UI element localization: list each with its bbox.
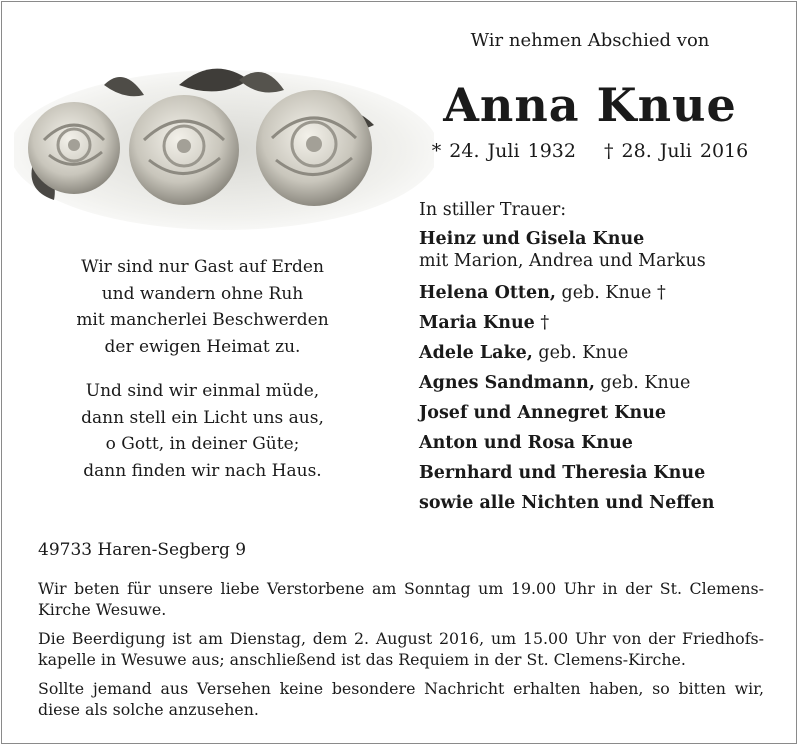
birth-date: * 24. Juli 1932 [431, 140, 576, 162]
poem-line: Wir sind nur Gast auf Erden [81, 257, 324, 277]
mourner-note: geb. Knue [594, 373, 691, 393]
poem-line: der ewigen Heimat zu. [104, 336, 301, 357]
mourner-note: geb. Knue † [555, 283, 666, 303]
address: 49733 Haren-Segberg 9 [38, 540, 247, 560]
mourner-entry [419, 398, 789, 428]
service-notes [38, 578, 764, 728]
poem-line: Und sind wir einmal müde, [85, 381, 320, 401]
mourner-entry [419, 308, 789, 338]
poem-line: dann finden wir nach Haus. [83, 460, 322, 481]
mourner-name: Adele Lake, [419, 343, 533, 363]
mourner-note: † [534, 313, 550, 333]
mourner-entry [419, 488, 789, 518]
mourner-name: Anton und Rosa Knue [419, 433, 633, 453]
mourner-name: Helena Otten, [419, 283, 556, 303]
mourner-entry [419, 338, 789, 368]
mourner-name: Agnes Sandmann, [419, 373, 595, 393]
mourner-name: Bernhard und Theresia Knue [419, 463, 706, 483]
mourners-list [419, 196, 789, 518]
mourner-entry [419, 428, 789, 458]
mourner-name: Maria Knue [419, 313, 535, 333]
mourner-entry [419, 228, 789, 272]
mourner-name: Josef und Annegret Knue [419, 403, 667, 423]
note-paragraph: Sollte jemand aus Versehen keine besondere Nachricht erhalten haben, so bitten wir, diese als solche anzusehen. [38, 679, 764, 719]
mourner-note: geb. Knue [532, 343, 629, 363]
poem-line: dann stell ein Licht uns aus, [81, 407, 324, 428]
mourner-entry [419, 458, 789, 488]
mourner-entry [419, 278, 789, 308]
note-paragraph: Wir beten für unsere liebe Verstorbene am Sonntag um 19.00 Uhr in der St. Clemens-Kirche Wesuwe. [38, 579, 764, 619]
mourner-family: mit Marion, Andrea und Markus [419, 251, 706, 271]
poem-line: o Gott, in deiner Güte; [105, 434, 300, 454]
poem-line: und wandern ohne Ruh [101, 283, 304, 304]
mourners-intro: In stiller Trauer: [419, 200, 567, 220]
headline: Wir nehmen Abschied von [470, 30, 710, 51]
mourner-name: Heinz und Gisela Knue [419, 229, 645, 249]
roses-icon [14, 40, 434, 230]
poem-stanza [30, 254, 375, 360]
note-paragraph: Die Beerdigung ist am Dienstag, dem 2. August 2016, um 15.00 Uhr von der Friedhofskapelle in Wesuwe aus; anschließend ist das Requiem in der St. Clemens-Kirche. [38, 629, 764, 669]
death-date: † 28. Juli 2016 [604, 140, 749, 162]
mourner-name: sowie alle Nichten und Neffen [419, 493, 715, 513]
life-dates [420, 140, 760, 162]
deceased-name: Anna Knue [443, 78, 737, 132]
poem-stanza [30, 378, 375, 484]
poem-line: mit mancherlei Beschwerden [76, 310, 329, 330]
poem [30, 254, 375, 502]
mourner-entry [419, 368, 789, 398]
